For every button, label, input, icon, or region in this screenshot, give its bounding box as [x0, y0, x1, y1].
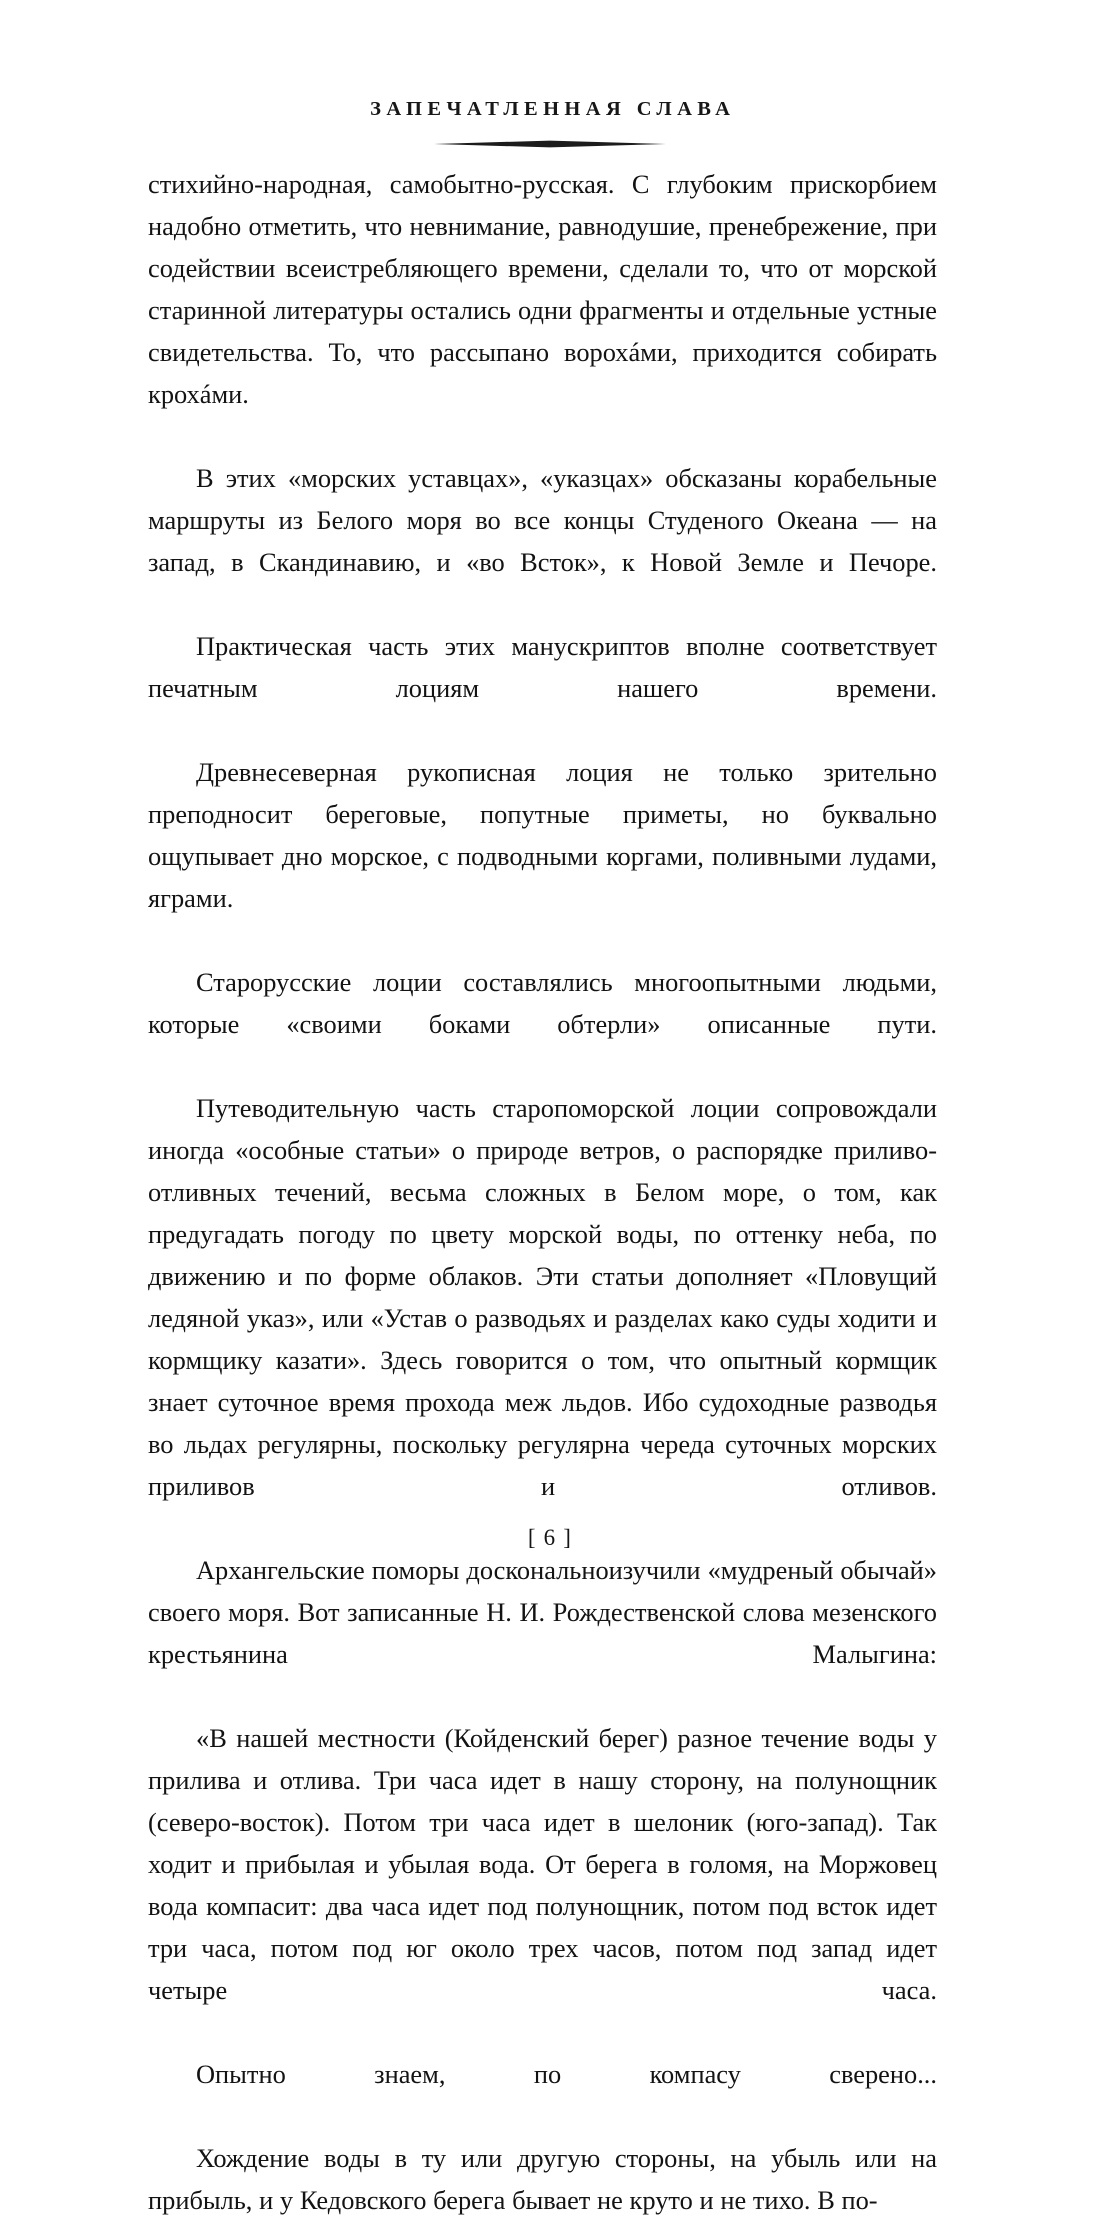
- paragraph: Хождение воды в ту или другую стороны, на убыль или на прибыль, и у Кедовского берега бывает не круто и не тихо. В по-: [148, 2143, 937, 2215]
- paragraph: Практическая часть этих манускриптов вполне соответствует печатным лоциям нашего времени.: [148, 631, 937, 703]
- paragraph: стихийно-народная, самобытно-русская. С глубоким прискорбием надобно отметить, что невнимание, равнодушие, пренебрежение, при содействии всеистребляющего времени, сделали то, что от морской старинной литературы остались одни фрагменты и отдельные устные свидетельства. То, что рассыпано ворохáми, приходится собирать крохáми.: [148, 169, 937, 409]
- paragraph: «В нашей местности (Койденский берег) разное течение воды у прилива и отлива. Три часа идет в нашу сторону, на полунощник (северо-восток). Потом три часа идет в шелоник (юго-запад). Так ходит и прибылая и убылая вода. От берега в голомя, на Моржовец вода компасит: два часа идет под полунощник, потом под всток идет три часа, потом под юг около трех часов, потом под запад идет четыре часа.: [148, 1723, 937, 2005]
- running-head-title: ЗАПЕЧАТЛЕННАЯ СЛАВА: [370, 98, 736, 120]
- running-head: [0, 98, 1100, 121]
- paragraph: Архангельские поморы доскональноизучили «мудреный обычай» своего моря. Вот записанные Н. И. Рождественской слова мезенского крестьянина Малыгина:: [148, 1555, 937, 1669]
- paragraph: В этих «морских уставцах», «указцах» обсказаны корабельные маршруты из Белого моря во все концы Студеного Океана — на запад, в Скандинавию, и «во Всток», к Новой Земле и Печоре.: [148, 463, 937, 577]
- body-text: [148, 163, 937, 2221]
- paragraph: Путеводительную часть старопоморской лоции сопровождали иногда «особные статьи» о природе ветров, о распорядке приливо-отливных течений, весьма сложных в Белом море, о том, как предугадать погоду по цвету морской воды, по оттенку неба, по движению и по форме облаков. Эти статьи дополняет «Пловущий ледяной указ», или «Устав о разводьях и разделах како суды ходити и кормщику казати». Здесь говорится о том, что опытный кормщик знает суточное время прохода меж льдов. Ибо судоходные разводья во льдах регулярны, поскольку регулярна череда суточных морских приливов и отливов.: [148, 1093, 937, 1501]
- page-number: [ 6 ]: [527, 1525, 573, 1550]
- paragraph: Опытно знаем, по компасу сверено...: [196, 2059, 937, 2089]
- paragraph: Старорусские лоции составлялись многоопытными людьми, которые «своими боками обтерли» описанные пути.: [148, 967, 937, 1039]
- paragraph: Древнесеверная рукописная лоция не только зрительно преподносит береговые, попутные приметы, но буквально ощупывает дно морское, с подводными коргами, поливными лудами, яграми.: [148, 757, 937, 913]
- tapered-rule-ornament: [434, 140, 666, 148]
